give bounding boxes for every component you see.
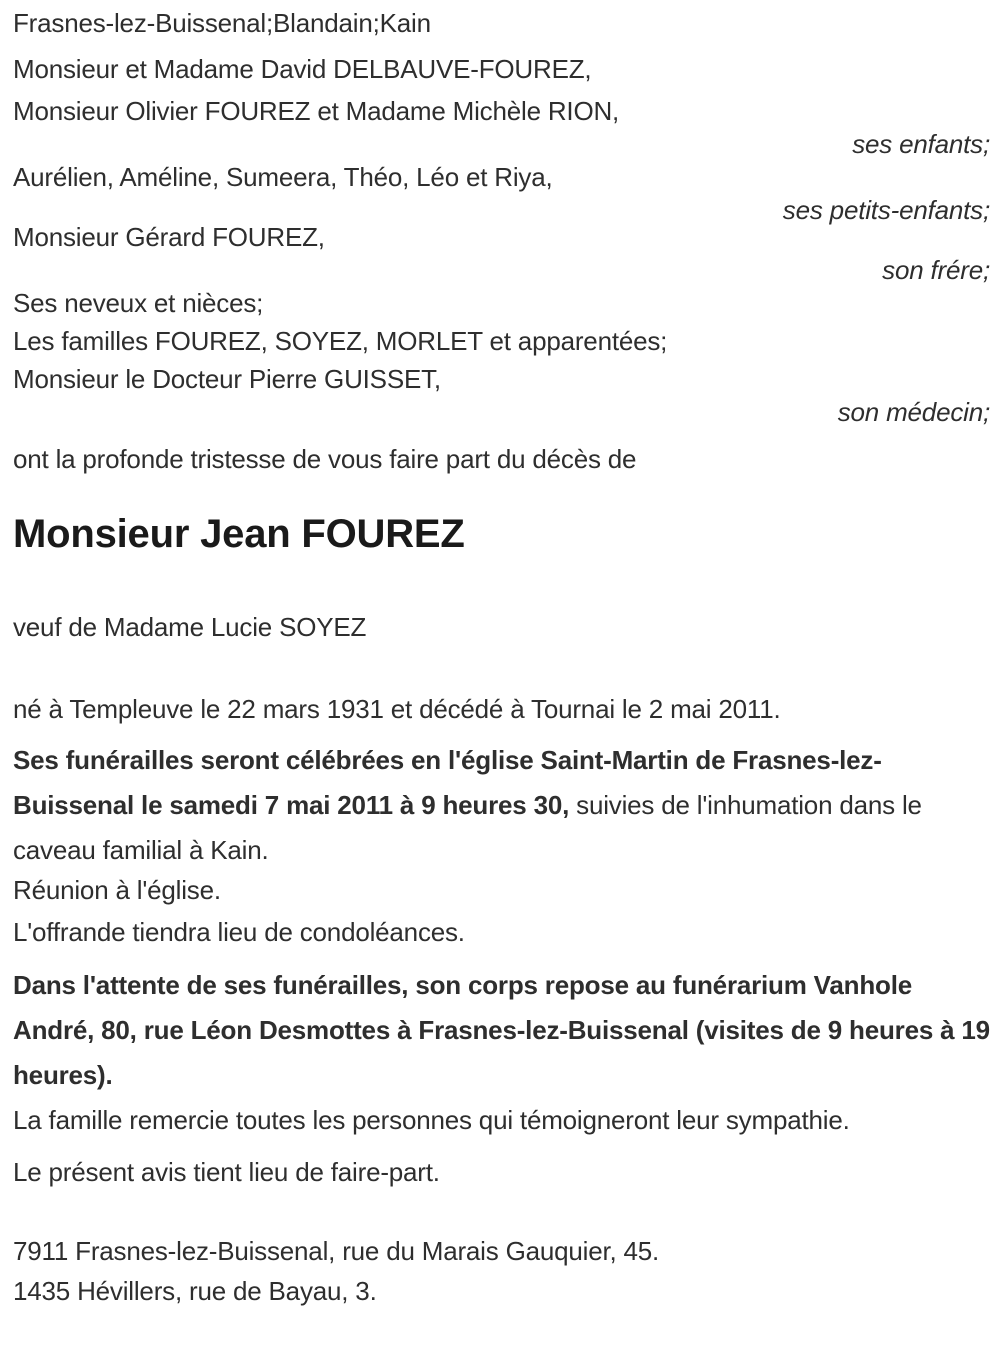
cities-line: Frasnes-lez-Buissenal;Blandain;Kain (13, 8, 431, 38)
faire-part-line: Le présent avis tient lieu de faire-part. (13, 1157, 440, 1187)
offering-line: L'offrande tiendra lieu de condoléances. (13, 917, 465, 947)
children-role: ses enfants; (852, 129, 990, 159)
funeral-bold-text: Ses funérailles seront célébrées en l'église Saint-Martin de Frasnes-lez-Buissenal le samedi 7 mai 2011 à 9 heures 30, (13, 745, 882, 820)
nephews-line: Ses neveux et nièces; (13, 288, 264, 318)
families-line: Les familles FOUREZ, SOYEZ, MORLET et apparentées; (13, 326, 668, 356)
grandchildren-role: ses petits-enfants; (782, 195, 990, 225)
brother-role: son frére; (882, 255, 990, 285)
widower-line: veuf de Madame Lucie SOYEZ (13, 612, 367, 642)
funeral-regular-text: suivies de l'inhumation dans le caveau familial à Kain. (13, 790, 922, 865)
repose-paragraph: Dans l'attente de ses funérailles, son corps repose au funérarium Vanhole André, 80, rue Léon Desmottes à Frasnes-lez-Buissenal (visites de 9 heures à 19 heures). (13, 970, 990, 1090)
children-line-1: Monsieur et Madame David DELBAUVE-FOUREZ, (13, 54, 592, 84)
announcement-line: ont la profonde tristesse de vous faire part du décès de (13, 444, 637, 474)
brother-line: Monsieur Gérard FOUREZ, (13, 222, 325, 252)
doctor-line: Monsieur le Docteur Pierre GUISSET, (13, 364, 441, 394)
deceased-name-heading: Monsieur Jean FOUREZ (13, 512, 465, 556)
children-line-2: Monsieur Olivier FOUREZ et Madame Michèle RION, (13, 96, 620, 126)
birth-death-line: né à Templeuve le 22 mars 1931 et décédé à Tournai le 2 mai 2011. (13, 694, 781, 724)
thanks-paragraph: La famille remercie toutes les personnes qui témoigneront leur sympathie. (13, 1105, 850, 1135)
address-line-1: 7911 Frasnes-lez-Buissenal, rue du Marais Gauquier, 45. (13, 1236, 660, 1266)
doctor-role: son médecin; (837, 397, 990, 427)
address-line-2: 1435 Hévillers, rue de Bayau, 3. (13, 1276, 377, 1306)
meeting-line: Réunion à l'église. (13, 875, 221, 905)
funeral-paragraph (13, 738, 990, 873)
grandchildren-line: Aurélien, Améline, Sumeera, Théo, Léo et Riya, (13, 162, 553, 192)
